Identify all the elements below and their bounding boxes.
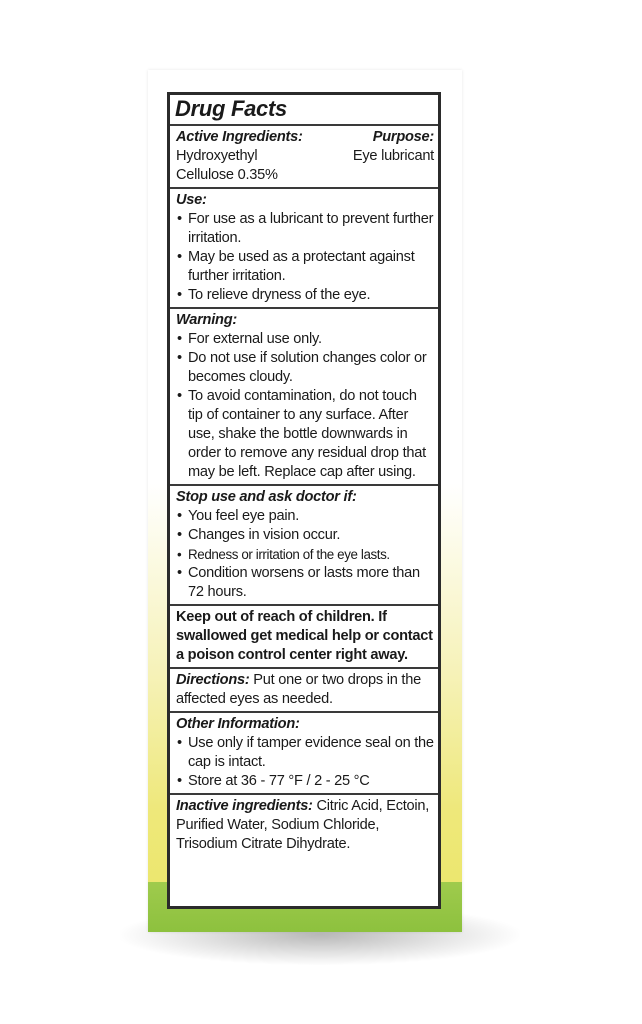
ingredient-concentration: Cellulose 0.35% bbox=[176, 167, 278, 183]
drug-facts-panel bbox=[167, 92, 441, 909]
drug-facts-title: Drug Facts bbox=[175, 96, 287, 121]
stop-use-item: • You feel eye pain. bbox=[176, 507, 434, 526]
stop-use-item: • Condition worsens or lasts more than 72 hours. bbox=[176, 564, 434, 602]
active-ingredients-section bbox=[170, 124, 438, 187]
other-information-item: • Use only if tamper evidence seal on the cap is intact. bbox=[176, 734, 434, 772]
inactive-ingredients-text: Citric Acid, Ectoin, Purified Water, Sodium Chloride, Trisodium Citrate Dihydrate. bbox=[176, 798, 430, 852]
inactive-ingredients-heading: Inactive ingredients: bbox=[176, 798, 313, 814]
active-ingredients-heading: Active Ingredients: bbox=[176, 129, 303, 145]
purpose-value: Eye lubricant bbox=[352, 148, 434, 164]
directions-text: Put one or two drops in the affected eyes as needed. bbox=[176, 672, 421, 707]
warning-item: • For external use only. bbox=[176, 330, 434, 349]
other-information-item: • Store at 36 - 77 °F / 2 - 25 °C bbox=[176, 772, 434, 791]
other-information-heading: Other Information: bbox=[176, 716, 300, 732]
stop-use-section bbox=[170, 484, 438, 604]
purpose-heading: Purpose: bbox=[372, 129, 434, 145]
warning-section bbox=[170, 307, 438, 484]
use-item: • May be used as a protectant against further irritation. bbox=[176, 248, 434, 286]
stop-use-item: • Redness or irritation of the eye lasts. bbox=[176, 545, 434, 564]
other-information-section bbox=[170, 711, 438, 793]
use-heading: Use: bbox=[176, 192, 207, 208]
directions-section bbox=[170, 667, 438, 711]
use-item: • To relieve dryness of the eye. bbox=[176, 286, 434, 305]
inactive-ingredients-section bbox=[170, 793, 438, 906]
directions-heading: Directions: bbox=[176, 672, 250, 688]
use-section bbox=[170, 187, 438, 307]
ingredient-name: Hydroxyethyl bbox=[176, 148, 258, 164]
keep-out-section bbox=[170, 604, 438, 667]
stop-use-heading: Stop use and ask doctor if: bbox=[176, 489, 357, 505]
warning-heading: Warning: bbox=[176, 312, 237, 328]
warning-item: • Do not use if solution changes color or becomes cloudy. bbox=[176, 349, 434, 387]
warning-item: • To avoid contamination, do not touch tip of container to any surface. After use, shake the bottle downwards in order to remove any residual drop that may be left. Replace cap after using. bbox=[176, 387, 434, 482]
stop-use-item: • Changes in vision occur. bbox=[176, 526, 434, 545]
use-item: • For use as a lubricant to prevent further irritation. bbox=[176, 210, 434, 248]
keep-out-warning: Keep out of reach of children. If swallowed get medical help or contact a poison control center right away. bbox=[176, 609, 433, 663]
